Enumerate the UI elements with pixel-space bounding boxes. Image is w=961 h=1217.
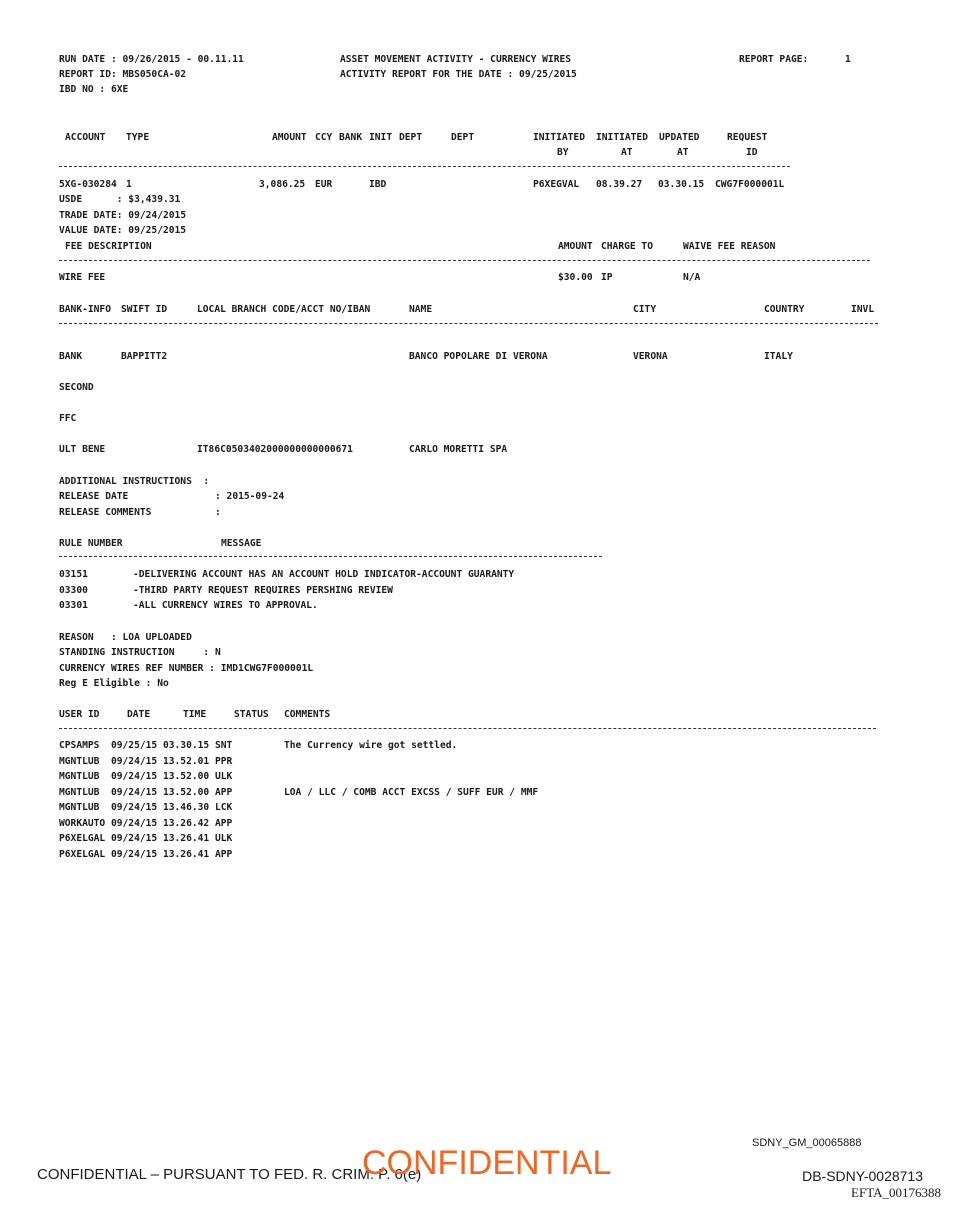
col-initiated-by-2: BY (557, 147, 569, 158)
fee-waive: N/A (683, 272, 701, 283)
col-dept1: DEPT (399, 132, 423, 143)
col-amount: AMOUNT (272, 132, 307, 143)
divider (59, 166, 790, 167)
col-local-branch: LOCAL BRANCH CODE/ACCT NO/IBAN (197, 304, 371, 315)
divider (59, 323, 878, 324)
history-comment: LOA / LLC / COMB ACCT EXCSS / SUFF EUR / MMF (284, 787, 539, 798)
history-row: WORKAUTO 09/24/15 13.26.42 APP (59, 818, 233, 829)
release-comments-value: : (215, 507, 221, 518)
bates-sdny-gm: SDNY_GM_00065888 (752, 1137, 862, 1149)
fee-amount: $30.00 (558, 272, 593, 283)
rule-number: 03300 (59, 585, 88, 596)
col-account: ACCOUNT (65, 132, 106, 143)
col-bank: BANK (339, 132, 363, 143)
bates-efta: EFTA_00176388 (851, 1185, 941, 1200)
col-status: STATUS (234, 709, 269, 720)
fee-charge: IP (601, 272, 613, 283)
divider (59, 556, 602, 557)
account-number: 5XG-030284 (59, 179, 117, 190)
report-title: ASSET MOVEMENT ACTIVITY - CURRENCY WIRES (340, 54, 572, 65)
divider (59, 728, 876, 729)
reg-e-eligible: Reg E Eligible : No (59, 678, 169, 689)
ffc-label: FFC (59, 413, 77, 424)
bank-country: ITALY (764, 351, 793, 362)
col-type: TYPE (126, 132, 150, 143)
rule-number-label: RULE NUMBER (59, 538, 123, 549)
account-dept: IBD (369, 179, 387, 190)
ult-bene-label: ULT BENE (59, 444, 106, 455)
ult-bene-iban: IT86C0503402000000000000671 (197, 444, 353, 455)
account-amount: 3,086.25 (259, 179, 306, 190)
col-name: NAME (409, 304, 433, 315)
account-initiated-by: P6XEGVAL (533, 179, 580, 190)
run-date: RUN DATE : 09/26/2015 - 00.11.11 (59, 54, 244, 65)
history-row: P6XELGAL 09/24/15 13.26.41 APP (59, 849, 233, 860)
col-init: INIT (369, 132, 393, 143)
reason: REASON : LOA UPLOADED (59, 632, 192, 643)
col-request-id-2: ID (746, 147, 758, 158)
rule-message: -THIRD PARTY REQUEST REQUIRES PERSHING REVIEW (133, 585, 393, 596)
bank-swift: BAPPITT2 (121, 351, 168, 362)
report-page-value: 1 (845, 54, 851, 65)
account-type: 1 (126, 179, 132, 190)
ibd-number: IBD NO : 6XE (59, 84, 129, 95)
col-initiated-by: INITIATED (533, 132, 585, 143)
rule-message: -ALL CURRENCY WIRES TO APPROVAL. (133, 600, 318, 611)
col-request-id: REQUEST (727, 132, 768, 143)
ult-bene-name: CARLO MORETTI SPA (409, 444, 508, 455)
additional-instructions: ADDITIONAL INSTRUCTIONS : (59, 476, 210, 487)
account-request-id: CWG7F000001L (715, 179, 785, 190)
second-label: SECOND (59, 382, 94, 393)
col-initiated-at-2: AT (621, 147, 633, 158)
bank-city: VERONA (633, 351, 668, 362)
account-updated-at: 03.30.15 (658, 179, 705, 190)
col-ccy: CCY (315, 132, 333, 143)
history-row: MGNTLUB 09/24/15 13.46.30 LCK (59, 802, 233, 813)
col-updated-at-2: AT (677, 147, 689, 158)
history-row: CPSAMPS 09/25/15 03.30.15 SNT (59, 740, 233, 751)
fee-waive-label: WAIVE FEE REASON (683, 241, 776, 252)
history-row: MGNTLUB 09/24/15 13.52.01 PPR (59, 756, 233, 767)
rule-number: 03301 (59, 600, 88, 611)
history-row: MGNTLUB 09/24/15 13.52.00 APP (59, 787, 233, 798)
report-id: REPORT ID: MBS050CA-02 (59, 69, 187, 80)
col-invl: INVL (851, 304, 875, 315)
release-date-label: RELEASE DATE (59, 491, 129, 502)
confidential-stamp: CONFIDENTIAL (362, 1144, 612, 1182)
history-row: P6XELGAL 09/24/15 13.26.41 ULK (59, 833, 233, 844)
account-ccy: EUR (315, 179, 333, 190)
standing-instruction: STANDING INSTRUCTION : N (59, 647, 221, 658)
report-page-label: REPORT PAGE: (739, 54, 809, 65)
fee-desc: WIRE FEE (59, 272, 106, 283)
report-subtitle: ACTIVITY REPORT FOR THE DATE : 09/25/2015 (340, 69, 577, 80)
confidential-notice: CONFIDENTIAL – PURSUANT TO FED. R. CRIM. P. 6(e) (37, 1166, 422, 1183)
bank-name: BANCO POPOLARE DI VERONA (409, 351, 548, 362)
col-initiated-at: INITIATED (596, 132, 648, 143)
account-initiated-at: 08.39.27 (596, 179, 643, 190)
bates-db-sdny: DB-SDNY-0028713 (802, 1168, 923, 1184)
trade-date: TRADE DATE: 09/24/2015 (59, 210, 187, 221)
col-date: DATE (127, 709, 151, 720)
col-time: TIME (183, 709, 207, 720)
fee-charge-label: CHARGE TO (601, 241, 653, 252)
release-date-value: : 2015-09-24 (215, 491, 285, 502)
release-comments-label: RELEASE COMMENTS (59, 507, 152, 518)
col-updated-at: UPDATED (659, 132, 700, 143)
usde-amount: USDE : $3,439.31 (59, 194, 181, 205)
bank-label: BANK (59, 351, 83, 362)
col-user-id: USER ID (59, 709, 100, 720)
col-bank-info: BANK-INFO (59, 304, 111, 315)
col-swift: SWIFT ID (121, 304, 168, 315)
rule-message: -DELIVERING ACCOUNT HAS AN ACCOUNT HOLD INDICATOR-ACCOUNT GUARANTY (133, 569, 515, 580)
message-label: MESSAGE (221, 538, 262, 549)
col-country: COUNTRY (764, 304, 805, 315)
ref-number: CURRENCY WIRES REF NUMBER : IMD1CWG7F000001L (59, 663, 314, 674)
divider (59, 260, 870, 261)
col-dept2: DEPT (451, 132, 475, 143)
col-city: CITY (633, 304, 657, 315)
rule-number: 03151 (59, 569, 88, 580)
history-row: MGNTLUB 09/24/15 13.52.00 ULK (59, 771, 233, 782)
fee-amount-label: AMOUNT (558, 241, 593, 252)
value-date: VALUE DATE: 09/25/2015 (59, 225, 187, 236)
history-comment: The Currency wire got settled. (284, 740, 458, 751)
col-comments: COMMENTS (284, 709, 331, 720)
fee-desc-label: FEE DESCRIPTION (65, 241, 152, 252)
